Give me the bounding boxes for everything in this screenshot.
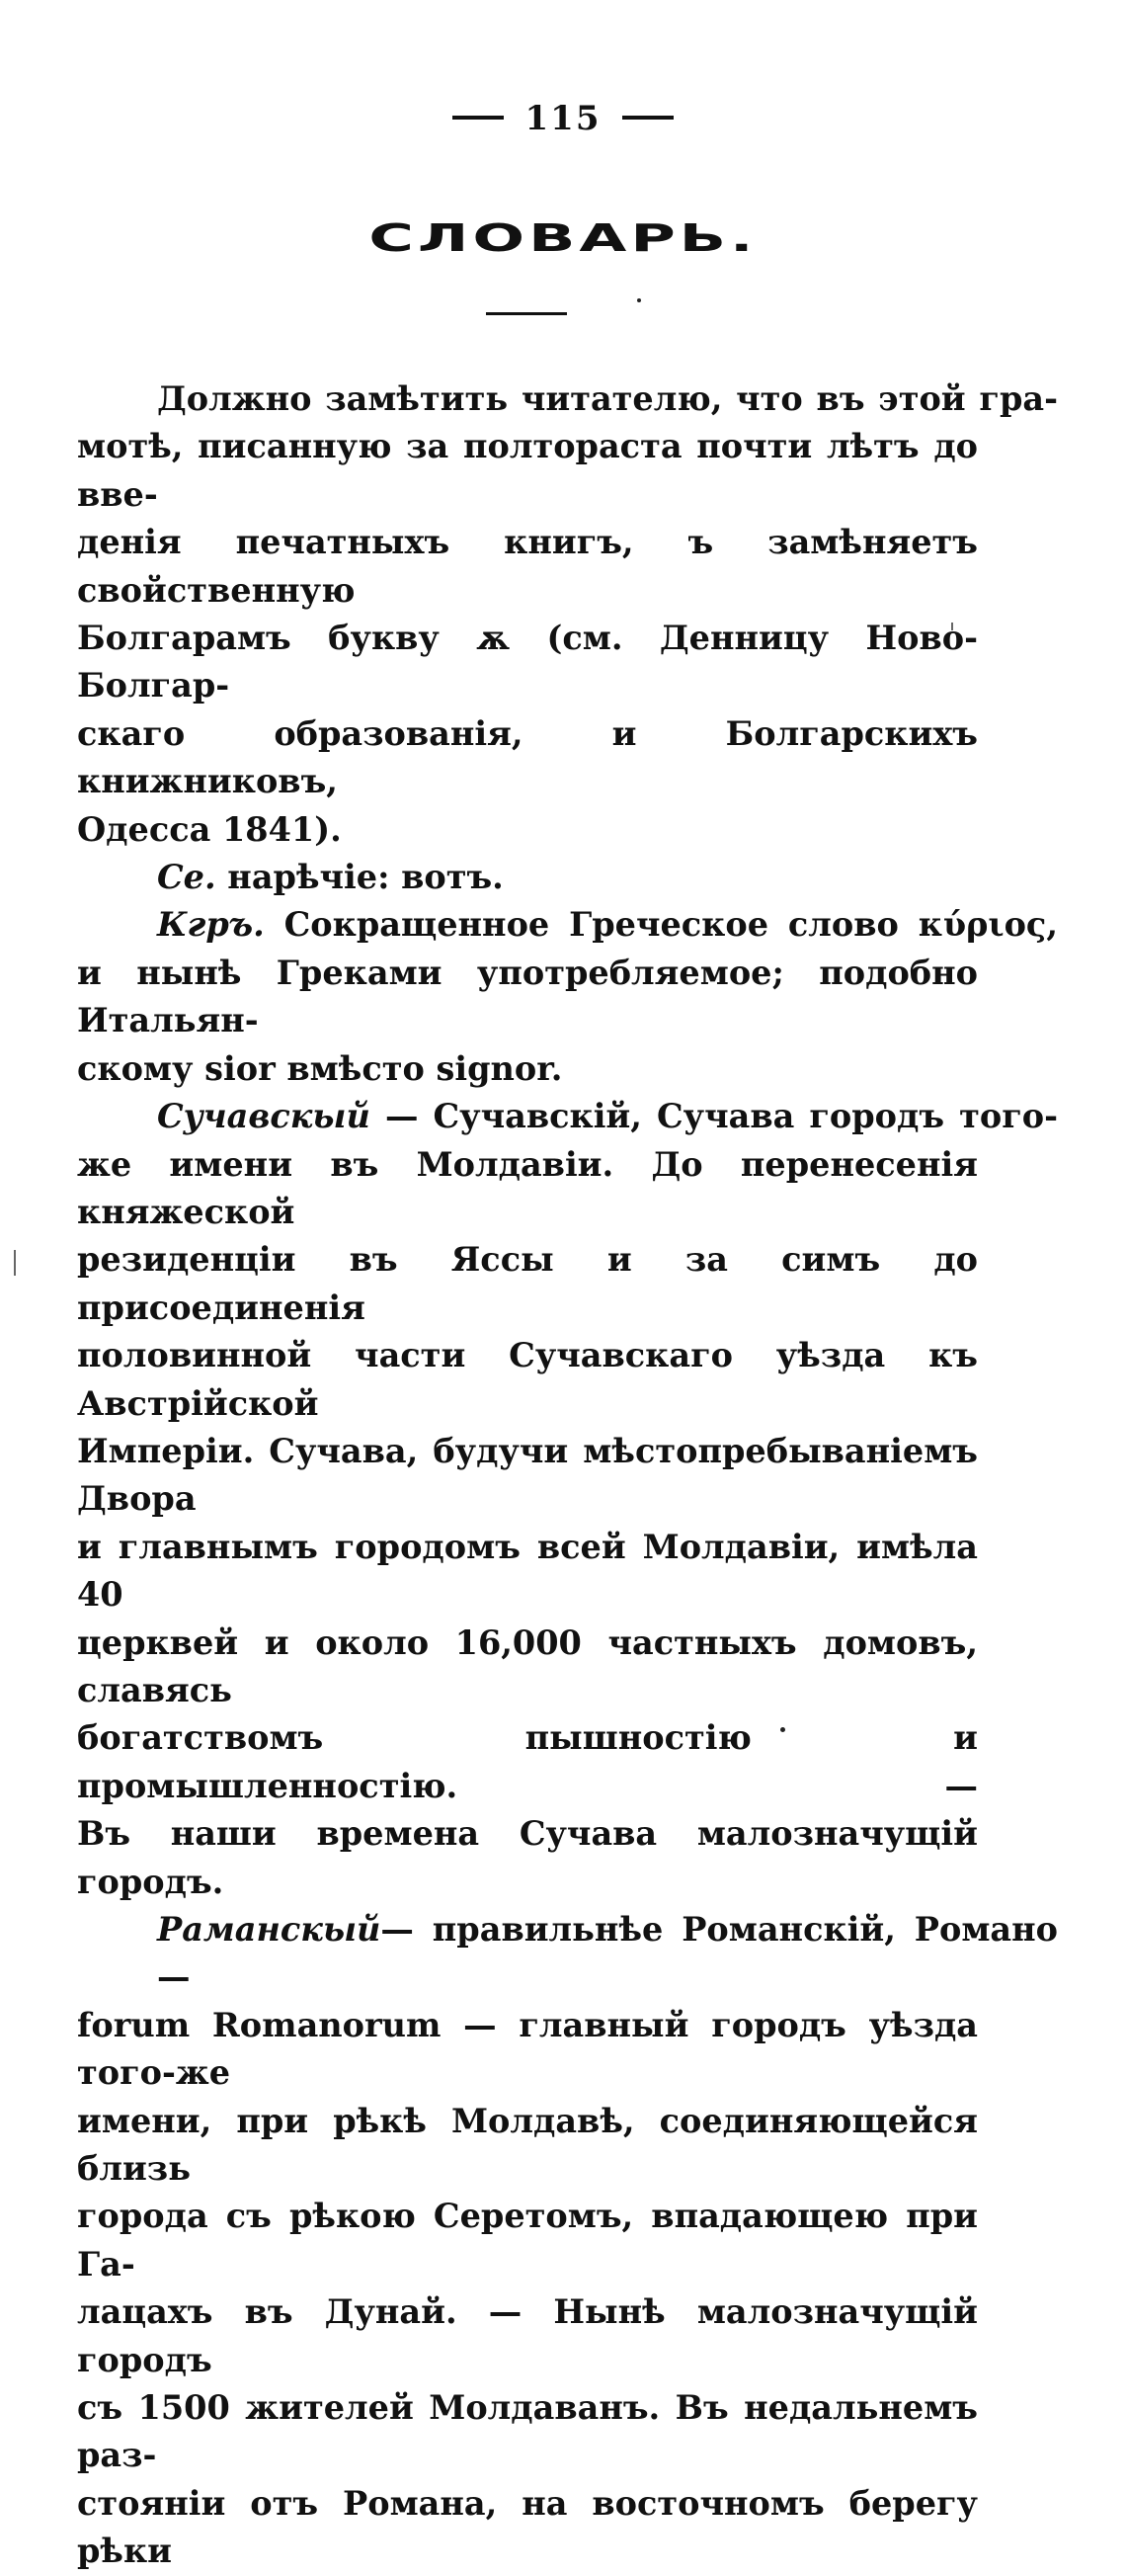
line-text: скаго образованія, и Болгарскихъ книжниковъ,	[77, 713, 978, 801]
text-line	[77, 1332, 978, 1428]
text-line	[77, 2288, 978, 2384]
text-line	[77, 2384, 978, 2480]
text-line	[77, 519, 978, 615]
text-line	[77, 423, 978, 519]
right-dash	[622, 116, 674, 120]
line-text: резиденціи въ Яссы и за симъ до присоединенія	[77, 1240, 978, 1327]
line-text: Сокращенное Греческое слово κύριος,	[264, 905, 1058, 945]
line-text: Имперіи. Сучава, будучи мѣстопребываніемъ Двора	[77, 1431, 978, 1519]
text-line	[77, 710, 978, 806]
line-text: — правильнѣе Романскій, Романо —	[157, 1910, 1058, 1997]
line-text: города съ рѣкою Серетомъ, впадающею при Га-	[77, 2197, 978, 2284]
line-text: лацахъ въ Дунай. — Нынѣ малозначущій городъ	[77, 2292, 978, 2379]
line-text: мотѣ, писанную за полтораста почти лѣтъ до вве-	[77, 427, 978, 514]
text-line	[77, 1714, 978, 1810]
line-text: Одесса 1841).	[77, 809, 342, 849]
dictionary-body	[77, 375, 1058, 2576]
text-line	[77, 1620, 978, 1715]
text-line	[77, 854, 1058, 901]
text-line	[77, 2193, 978, 2288]
line-text: половинной части Сучавскаго уѣзда къ Австрійской	[77, 1336, 978, 1423]
text-line	[77, 950, 978, 1045]
text-line	[77, 2002, 978, 2098]
line-text: денія печатныхъ книгъ, ъ замѣняетъ свойственную	[77, 523, 978, 610]
line-text: богатствомъ пышностію и промышленностію. —	[77, 1718, 978, 1805]
text-line	[77, 1428, 978, 1524]
left-dash	[452, 116, 504, 120]
dictionary-term: Се.	[157, 858, 216, 897]
page-number-header	[0, 99, 1126, 138]
text-line	[77, 1524, 978, 1620]
section-title: СЛОВАРЬ.	[368, 215, 758, 261]
text-line	[77, 1141, 978, 1237]
line-text: и нынѣ Греками употребляемое; подобно Итальян-	[77, 953, 978, 1040]
dictionary-term: Раманскый	[157, 1910, 381, 1949]
text-line	[77, 1045, 978, 1093]
line-text: же имени въ Молдавіи. До перенесенія княжеской	[77, 1144, 978, 1231]
text-line	[77, 1906, 1058, 2002]
dictionary-term: Сучавскый	[157, 1097, 370, 1136]
line-text: скому sior вмѣсто signor.	[77, 1048, 563, 1088]
title-rule	[486, 312, 567, 315]
line-text: имени, при рѣкѣ Молдавѣ, соединяющейся близь	[77, 2101, 978, 2189]
line-text: церквей и около 16,000 частныхъ домовъ, славясь	[77, 1622, 978, 1709]
margin-mark	[14, 1250, 16, 1276]
text-line	[77, 2480, 978, 2576]
line-text: стояніи отъ Романа, на восточномъ берегу рѣки	[77, 2483, 978, 2571]
line-text: нарѣчіе: вотъ.	[215, 858, 504, 897]
text-line	[77, 1093, 1058, 1140]
text-line	[77, 806, 978, 854]
text-line	[77, 2098, 978, 2194]
text-line	[77, 375, 1058, 423]
dictionary-term: Кгръ.	[157, 905, 265, 945]
text-line	[77, 901, 1058, 949]
line-text: съ 1500 жителей Молдаванъ. Въ недальнемъ раз-	[77, 2388, 978, 2475]
text-line	[77, 615, 978, 710]
text-line	[77, 1236, 978, 1332]
line-text: Болгарамъ букву ѫ (см. Денницу Ново-Болгар-	[77, 619, 978, 706]
line-text: forum Romanorum — главный городъ уѣзда того-же	[77, 2005, 978, 2093]
line-text: Должно замѣтить читателю, что въ этой гра-	[157, 379, 1058, 418]
page-number: 115	[524, 99, 602, 138]
line-text: и главнымъ городомъ всей Молдавіи, имѣла 40	[77, 1527, 978, 1615]
line-text: Въ наши времена Сучава малозначущій городъ.	[77, 1814, 978, 1901]
line-text: — Сучавскій, Сучава городъ того-	[369, 1097, 1058, 1136]
text-line	[77, 1810, 978, 1906]
ink-speck	[637, 298, 641, 302]
